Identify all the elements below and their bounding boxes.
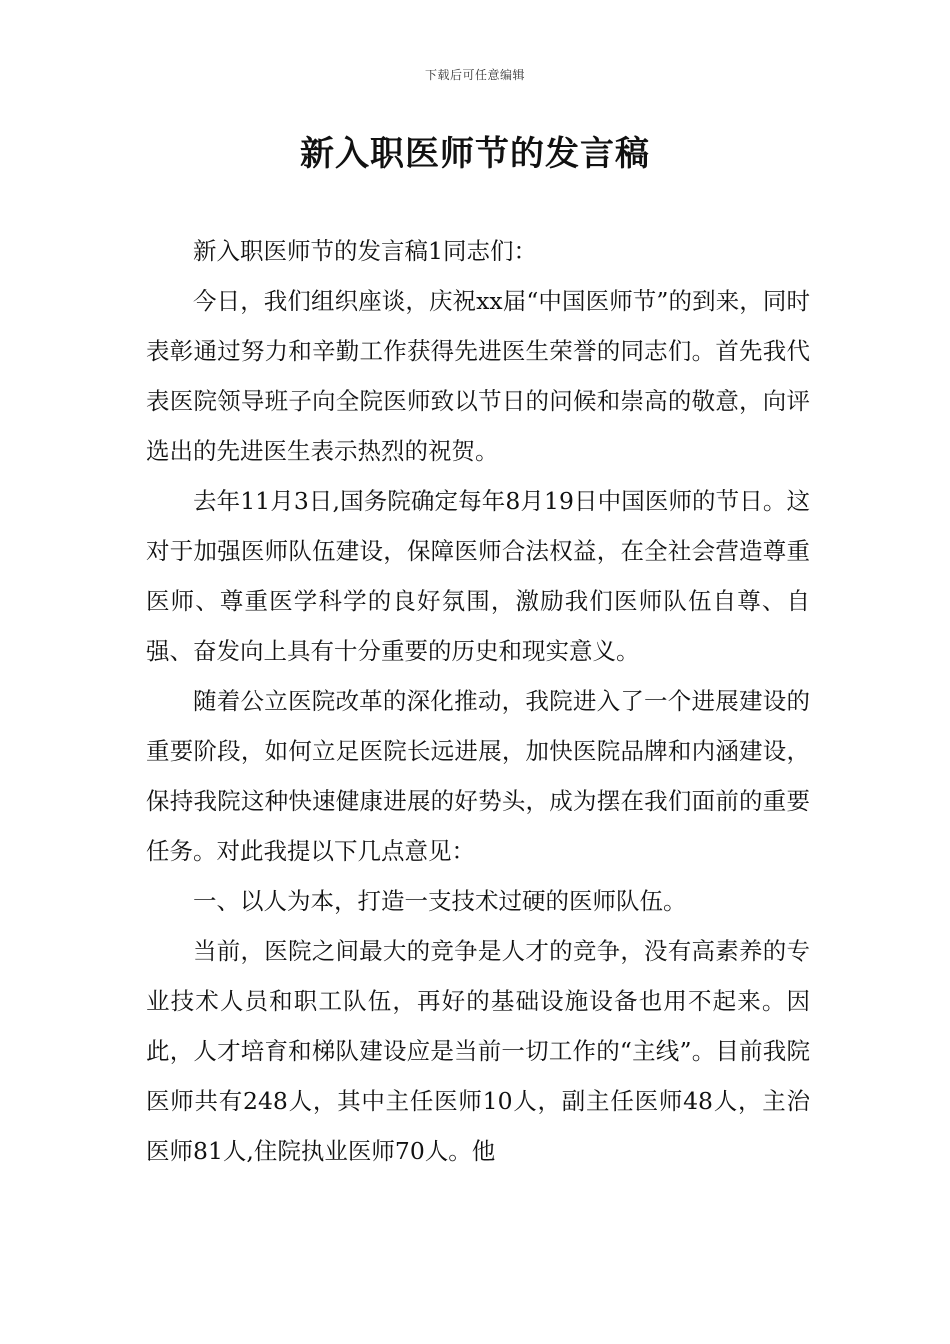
paragraph-point-one: 一、以人为本，打造一支技术过硬的医师队伍。	[193, 887, 687, 915]
paragraph-opening: 今日，我们组织座谈，庆祝xx届“中国医师节”的到来，同时表彰通过努力和辛勤工作获得先进医生荣誉的同志们。首先我代表医院领导班子向全院医师致以节日的问候和崇高的敬意，向评选出的先进医生表示热烈的祝贺。	[146, 287, 810, 465]
download-note: 下载后可任意编辑	[424, 68, 525, 82]
paragraph-talent: 当前，医院之间最大的竞争是人才的竞争，没有高素养的专业技术人员和职工队伍，再好的基础设施设备也用不起来。因此，人才培育和梯队建设应是当前一切工作的“主线”。目前我院医师共有248人，其中主任医师10人，副主任医师48人，主治医师81人,住院执业医师70人。他	[146, 937, 810, 1165]
paragraph-greeting: 新入职医师节的发言稿1同志们：	[193, 237, 537, 265]
paragraph-reform: 随着公立医院改革的深化推动，我院进入了一个进展建设的重要阶段，如何立足医院长远进展，加快医院品牌和内涵建设，保持我院这种快速健康进展的好势头，成为摆在我们面前的重要任务。对此我提以下几点意见：	[146, 687, 810, 865]
document-title: 新入职医师节的发言稿	[300, 134, 650, 174]
paragraph-background: 去年11月3日,国务院确定每年8月19日中国医师的节日。这对于加强医师队伍建设，保障医师合法权益，在全社会营造尊重医师、尊重医学科学的良好氛围，激励我们医师队伍自尊、自强、奋发向上具有十分重要的历史和现实意义。	[146, 487, 810, 665]
document-body	[146, 226, 810, 1176]
